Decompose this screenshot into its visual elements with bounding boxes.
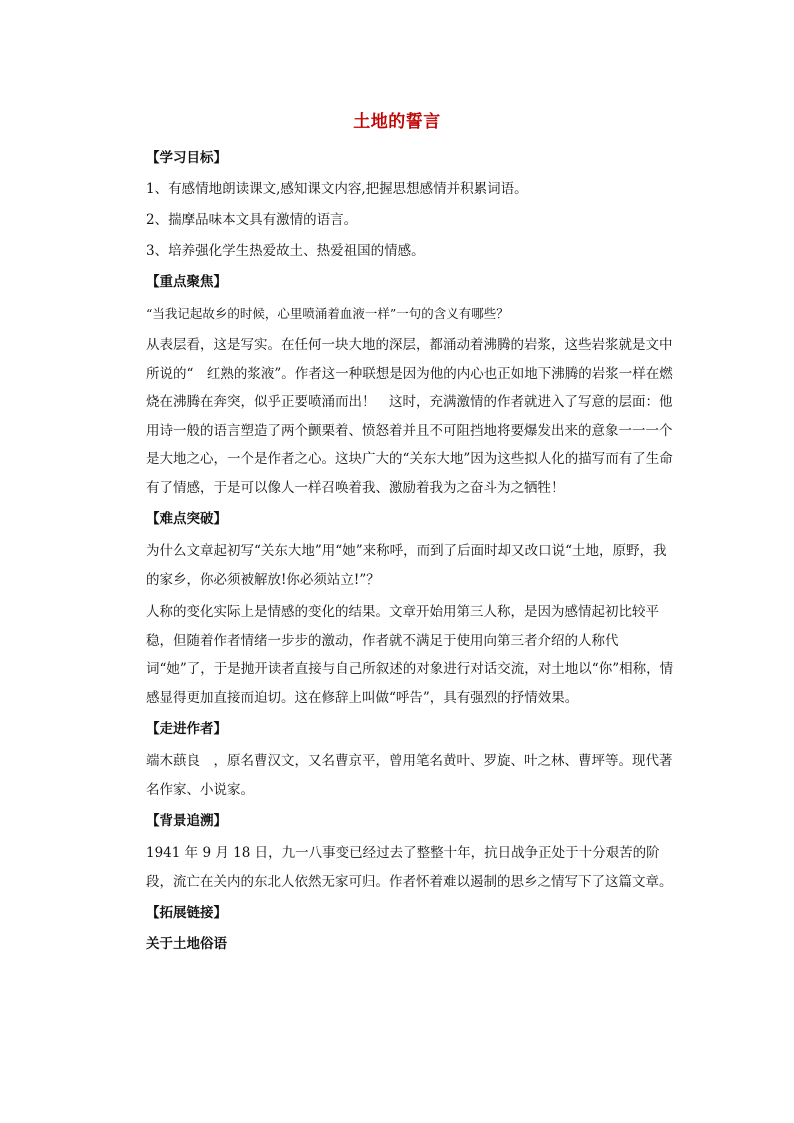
background-text: 1941 年 9 月 18 日，九一八事变已经过去了整整十年，抗日战争正处于十分艰苦的阶段，流亡在关内的东北人依然无家可归。作者怀着难以遏制的思乡之情写下了这篇文章。 xyxy=(146,845,673,890)
section-heading-author: 【走进作者】 xyxy=(146,721,227,737)
goal-item-1: 1、有感情地朗读课文,感知课文内容,把握思想感情并积累词语。 xyxy=(146,181,528,197)
goal-item-2: 2、揣摩品味本文具有激情的语言。 xyxy=(146,212,358,228)
document-body xyxy=(146,145,676,958)
key-focus-question: “当我记起故乡的时候，心里喷涌着血液一样”一句的含义有哪些？ xyxy=(146,306,509,321)
key-focus-answer: 从表层看，这是写实。在任何一块大地的深层，都涌动着沸腾的岩浆，这些岩浆就是文中所说的“ 红熟的浆液”。作者这一种联想是因为他的内心也正如地下沸腾的岩浆一样在燃烧在沸腾在奔突，似乎正要喷涌而出！ 这时，充满激情的作者就进入了写意的层面：他用诗一般的语言塑造了两个颤栗着、愤怒着并且不可阻挡地将要爆发出来的意象一一一个是大地之心，一个是作者之心。这块广大的“关东大地”因为这些拟人化的描写而有了生命有了情感，于是可以像人一样召唤着我、激励着我为之奋斗为之牺牲！ xyxy=(146,337,673,496)
section-heading-background: 【背景追溯】 xyxy=(146,813,227,829)
goal-item-3: 3、培养强化学生热爱故土、热爱祖国的情感。 xyxy=(146,243,425,259)
section-heading-difficulty: 【难点突破】 xyxy=(146,511,227,527)
extension-subheading: 关于土地俗语 xyxy=(146,936,227,952)
section-heading-key-focus: 【重点聚焦】 xyxy=(146,274,227,290)
section-heading-extension: 【拓展链接】 xyxy=(146,905,227,921)
difficulty-question: 为什么文章起初写“关东大地”用“她”来称呼，而到了后面时却又改口说“土地，原野，我的家乡，你必须被解放!你必须站立!”？ xyxy=(146,543,667,588)
author-text: 端木蕻良 ，原名曹汉文，又名曹京平，曾用笔名黄叶、罗旋、叶之林、曹坪等。现代著名作家、小说家。 xyxy=(146,753,673,798)
page-title: 土地的誓言 xyxy=(353,112,441,132)
section-heading-learning-goals: 【学习目标】 xyxy=(146,150,227,166)
difficulty-answer: 人称的变化实际上是情感的变化的结果。文章开始用第三人称，是因为感情起初比较平稳，但随着作者情绪一步步的激动，作者就不满足于使用向第三者介绍的人称代词“她”了，于是抛开读者直接与自己所叙述的对象进行对话交流，对土地以“你”相称，情感显得更加直接而迫切。这在修辞上叫做“呼告”，具有强烈的抒情效果。 xyxy=(146,604,674,706)
